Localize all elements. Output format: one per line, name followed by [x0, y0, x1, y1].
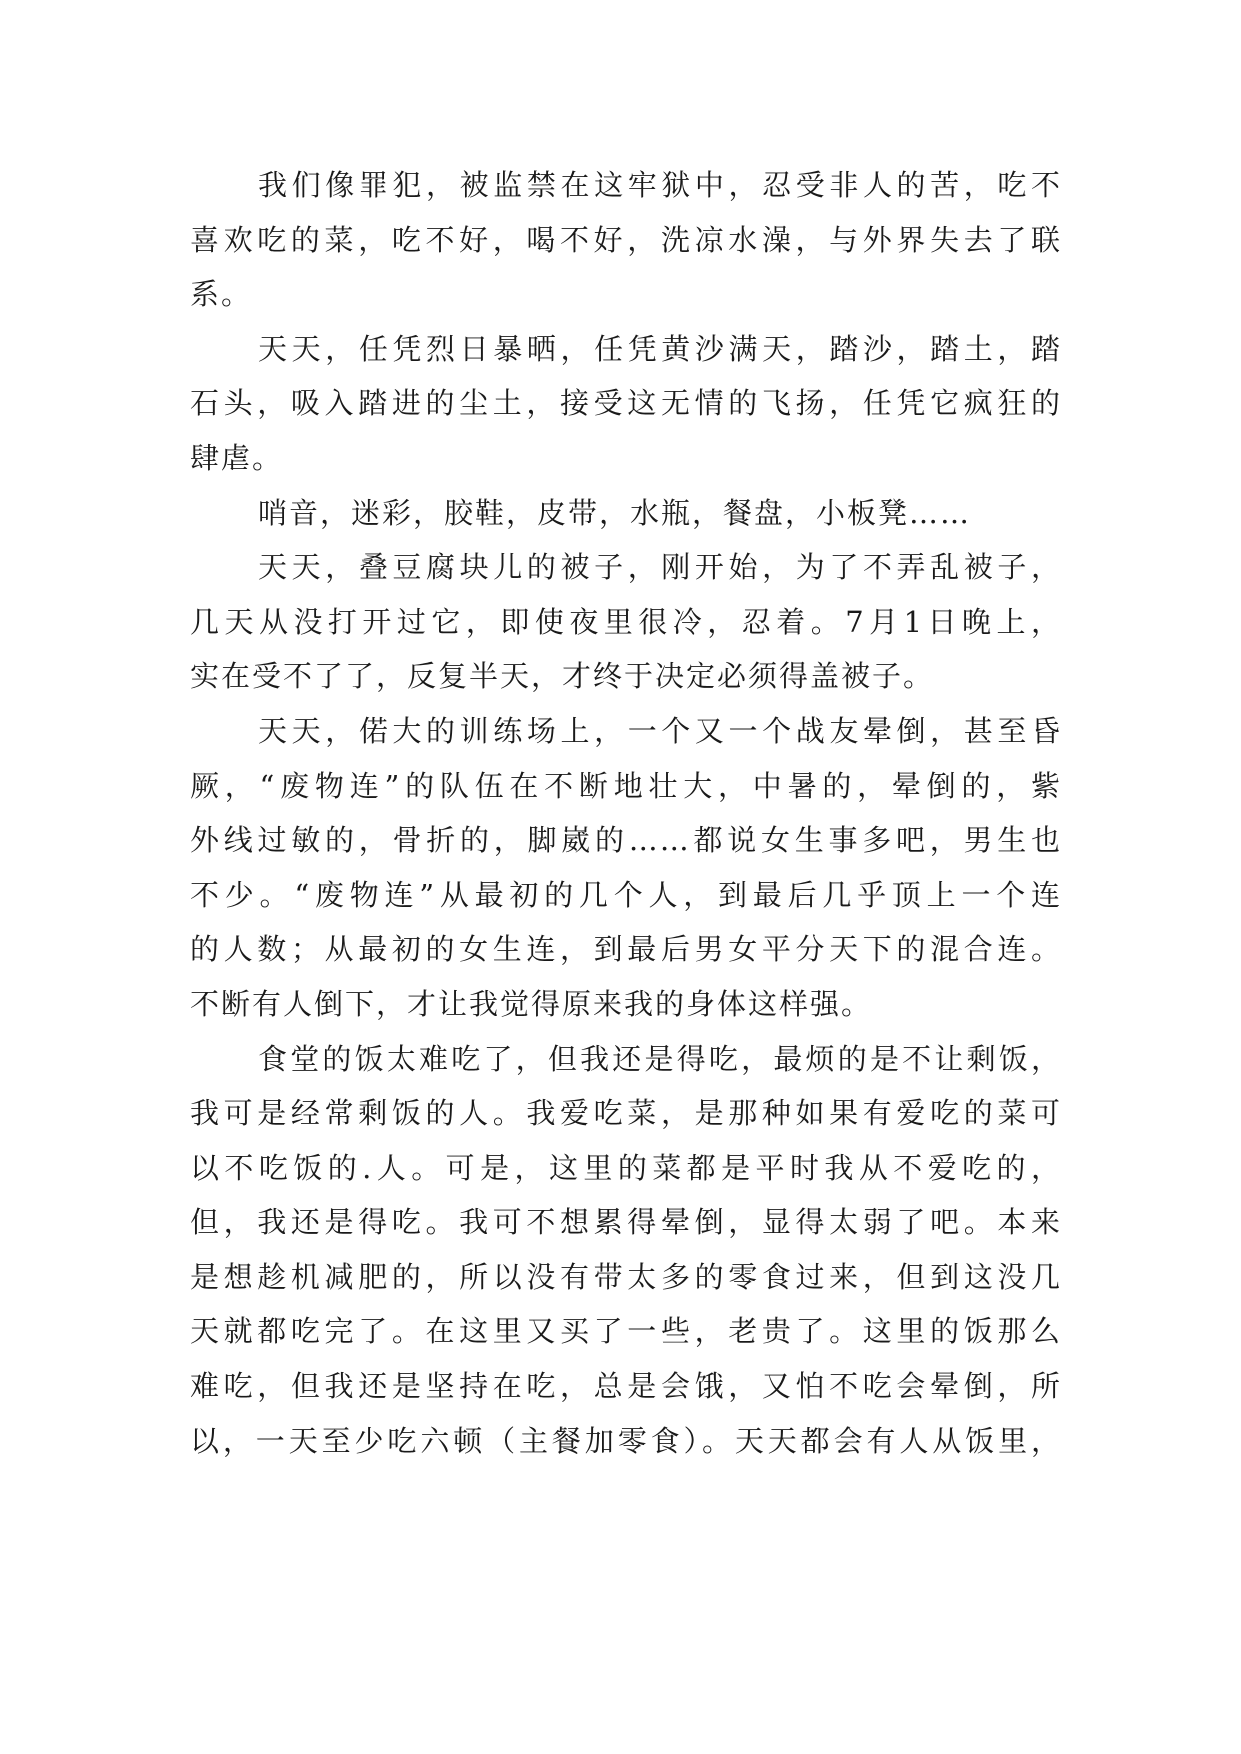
text-line: 哨音，迷彩，胶鞋，皮带，水瓶，餐盘，小板凳…… [258, 495, 972, 530]
text-line: 喜欢吃的菜，吃不好，喝不好，洗凉水澡，与外界失去了联 [190, 222, 1062, 257]
text-line: 以，一天至少吃六顿（主餐加零食）。天天都会有人从饭里， [190, 1423, 1062, 1458]
text-line: 天天，任凭烈日暴晒，任凭黄沙满天，踏沙，踏土，踏 [258, 331, 1062, 366]
text-line: 石头，吸入踏进的尘土，接受这无情的飞扬，任凭它疯狂的 [190, 386, 1062, 421]
text-line: 以不吃饭的.人。可是，这里的菜都是平时我从不爱吃的， [190, 1150, 1062, 1185]
text-line: 系。 [190, 277, 253, 312]
text-line: 食堂的饭太难吃了，但我还是得吃，最烦的是不让剩饭， [258, 1041, 1062, 1076]
text-line: 天天，叠豆腐块儿的被子，刚开始，为了不弄乱被子， [258, 550, 1062, 585]
text-line: 不少。“废物连”从最初的几个人，到最后几乎顶上一个连 [190, 877, 1062, 912]
text-line: 几天从没打开过它，即使夜里很冷，忍着。7月1日晚上， [190, 604, 1062, 639]
text-line: 外线过敏的，骨折的，脚崴的……都说女生事多吧，男生也 [190, 823, 1062, 858]
text-line: 我们像罪犯，被监禁在这牢狱中，忍受非人的苦，吃不 [258, 168, 1062, 202]
text-line: 难吃，但我还是坚持在吃，总是会饿，又怕不吃会晕倒，所 [190, 1369, 1062, 1404]
text-line: 不断有人倒下，才让我觉得原来我的身体这样强。 [190, 986, 873, 1021]
text-line: 实在受不了了，反复半天，才终于决定必须得盖被子。 [190, 659, 935, 694]
document-body [190, 158, 1062, 1468]
text-line: 天就都吃完了。在这里又买了一些，老贵了。这里的饭那么 [190, 1314, 1062, 1349]
text-line: 天天，偌大的训练场上，一个又一个战友晕倒，甚至昏 [258, 713, 1062, 748]
text-line: 厥，“废物连”的队伍在不断地壮大，中暑的，晕倒的，紫 [190, 768, 1062, 803]
text-line: 但，我还是得吃。我可不想累得晕倒，显得太弱了吧。本来 [190, 1205, 1062, 1240]
text-line: 是想趁机减肥的，所以没有带太多的零食过来，但到这没几 [190, 1259, 1062, 1294]
text-line: 我可是经常剩饭的人。我爱吃菜，是那种如果有爱吃的菜可 [190, 1096, 1062, 1131]
text-line: 肆虐。 [190, 440, 284, 475]
text-line: 的人数；从最初的女生连，到最后男女平分天下的混合连。 [190, 932, 1062, 967]
